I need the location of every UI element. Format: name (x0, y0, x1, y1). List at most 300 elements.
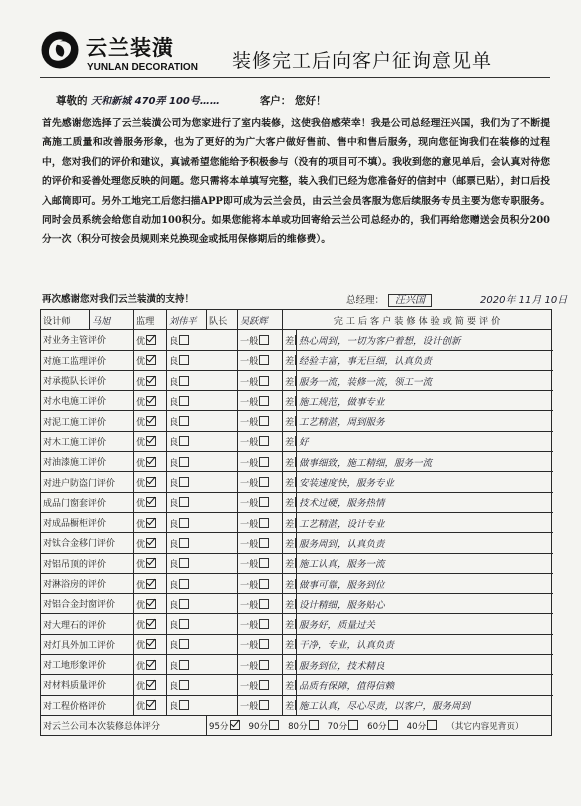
checkbox[interactable] (179, 355, 189, 365)
grade-average-option[interactable] (238, 512, 283, 532)
score-option[interactable] (328, 722, 359, 732)
grade-poor-option[interactable] (283, 452, 297, 472)
row-comment: 做事可靠，服务到位 (297, 573, 552, 593)
checkbox[interactable] (146, 660, 156, 670)
checkbox[interactable] (179, 436, 189, 446)
grade-average-option[interactable] (238, 655, 283, 675)
grade-label: 一般 (240, 660, 259, 672)
table-row (41, 655, 552, 675)
row-comment: 做事细致，施工精细，服务一流 (297, 452, 552, 472)
grade-label: 良 (169, 417, 179, 429)
grade-label: 一般 (240, 356, 259, 368)
table-row (41, 472, 552, 492)
checkbox[interactable] (146, 355, 156, 365)
grade-good-option[interactable] (167, 492, 238, 512)
grade-label: 优 (136, 620, 146, 632)
table-row (41, 533, 552, 553)
grade-average-option[interactable] (238, 533, 283, 553)
grade-label: 差 (285, 660, 295, 672)
header-divider (40, 77, 550, 78)
table-row (41, 634, 552, 654)
grade-label: 一般 (240, 701, 259, 713)
grade-label: 一般 (240, 599, 259, 611)
grade-label: 差 (285, 335, 295, 347)
grade-label: 一般 (240, 498, 259, 510)
checkbox[interactable] (259, 599, 269, 609)
grade-label: 一般 (240, 538, 259, 550)
grade-label: 差 (285, 498, 295, 510)
yunlan-logo-icon (40, 30, 80, 70)
score-label: 80分 (288, 721, 308, 732)
grade-label: 差 (285, 640, 295, 652)
grade-excellent-option[interactable] (134, 573, 167, 593)
grade-good-option[interactable] (167, 573, 238, 593)
grade-poor-option[interactable] (283, 573, 297, 593)
score-label: 70分 (327, 721, 348, 732)
checkbox[interactable] (259, 457, 269, 467)
checkbox[interactable] (146, 538, 156, 548)
grade-poor-option[interactable] (283, 695, 297, 715)
checkbox[interactable] (146, 518, 156, 528)
table-header-row (41, 310, 552, 330)
grade-average-option[interactable] (238, 411, 283, 431)
checkbox[interactable] (179, 335, 189, 345)
grade-excellent-option[interactable] (134, 411, 167, 431)
checkbox[interactable] (259, 619, 269, 629)
grade-excellent-option[interactable] (134, 391, 167, 411)
table-row (41, 330, 552, 350)
checkbox[interactable] (146, 335, 156, 345)
row-comment: 品质有保障，值得信赖 (297, 675, 552, 695)
checkbox[interactable] (259, 355, 269, 365)
grade-good-option[interactable] (167, 594, 238, 614)
table-row (41, 452, 552, 472)
grade-poor-option[interactable] (283, 675, 297, 695)
supervisor-name: 刘伟平 (167, 310, 207, 330)
grade-good-option[interactable] (167, 411, 238, 431)
grade-label: 良 (169, 620, 179, 632)
grade-label: 良 (169, 599, 179, 611)
checkbox[interactable] (146, 396, 156, 406)
grade-label: 良 (169, 376, 179, 388)
row-comment: 服务一流，装修一流，领工一流 (297, 370, 552, 390)
signoff-date: 2020年 11月 10日 (480, 295, 568, 306)
grade-average-option[interactable] (238, 431, 283, 451)
checkbox[interactable] (179, 619, 189, 629)
grade-excellent-option[interactable] (134, 492, 167, 512)
checkbox[interactable] (179, 558, 189, 568)
row-label: 对铝合金封窗评价 (41, 594, 134, 614)
row-label: 对淋浴房的评价 (41, 573, 134, 593)
table-row (41, 573, 552, 593)
captain-name: 吴跃辉 (238, 310, 283, 330)
grade-average-option[interactable] (238, 614, 283, 634)
grade-poor-option[interactable] (283, 655, 297, 675)
grade-label: 优 (136, 518, 146, 530)
grade-label: 良 (169, 640, 179, 652)
checkbox[interactable] (179, 416, 189, 426)
checkbox[interactable] (179, 579, 189, 589)
checkbox[interactable] (259, 700, 269, 710)
grade-poor-option[interactable] (283, 512, 297, 532)
greeting-suffix: 客户： (259, 95, 292, 107)
grade-label: 一般 (240, 335, 259, 347)
grade-good-option[interactable] (167, 695, 238, 715)
grade-poor-option[interactable] (283, 330, 297, 350)
row-label: 对水电施工评价 (41, 391, 134, 411)
table-row (41, 370, 552, 390)
grade-average-option[interactable] (238, 553, 283, 573)
grade-good-option[interactable] (167, 391, 238, 411)
grade-excellent-option[interactable] (134, 675, 167, 695)
grade-good-option[interactable] (167, 330, 238, 350)
row-comment: 干净，专业，认真负责 (297, 634, 552, 654)
checkbox[interactable] (146, 416, 156, 426)
grade-poor-option[interactable] (283, 553, 297, 573)
grade-label: 优 (136, 376, 146, 388)
checkbox[interactable] (388, 720, 398, 730)
grade-label: 优 (136, 356, 146, 368)
checkbox[interactable] (146, 599, 156, 609)
checkbox[interactable] (179, 599, 189, 609)
score-label: 95分 (209, 721, 229, 732)
grade-label: 差 (285, 356, 295, 368)
row-comment: 服务到位，技术精良 (297, 655, 552, 675)
table-row (41, 411, 552, 431)
grade-good-option[interactable] (167, 614, 238, 634)
grade-good-option[interactable] (167, 675, 238, 695)
checkbox[interactable] (179, 396, 189, 406)
checkbox[interactable] (179, 700, 189, 710)
grade-good-option[interactable] (167, 452, 238, 472)
grade-label: 一般 (240, 376, 259, 388)
grade-poor-option[interactable] (283, 634, 297, 654)
table-row (41, 512, 552, 532)
grade-label: 差 (285, 559, 295, 571)
grade-label: 优 (136, 559, 146, 571)
checkbox[interactable] (179, 477, 189, 487)
score-option[interactable] (288, 722, 319, 732)
grade-average-option[interactable] (238, 452, 283, 472)
grade-label: 优 (136, 437, 146, 449)
grade-label: 差 (285, 579, 295, 591)
grade-label: 差 (285, 538, 295, 550)
grade-label: 优 (136, 701, 146, 713)
grade-label: 优 (136, 538, 146, 550)
row-comment: 设计精细，服务贴心 (297, 594, 552, 614)
grade-excellent-option[interactable] (134, 614, 167, 634)
checkbox[interactable] (179, 680, 189, 690)
checkbox[interactable] (309, 720, 319, 730)
grade-label: 良 (169, 498, 179, 510)
grade-label: 良 (169, 478, 179, 490)
checkbox[interactable] (146, 700, 156, 710)
checkbox[interactable] (146, 436, 156, 446)
row-label: 成品门窗套评价 (41, 492, 134, 512)
brand-name-english: YUNLAN DECORATION (87, 62, 198, 73)
grade-excellent-option[interactable] (134, 533, 167, 553)
grade-label: 一般 (240, 518, 259, 530)
grade-label: 一般 (240, 396, 259, 408)
row-comment: 技术过硬，服务热情 (297, 492, 552, 512)
checkbox[interactable] (179, 457, 189, 467)
grade-good-option[interactable] (167, 512, 238, 532)
checkbox[interactable] (259, 416, 269, 426)
checkbox[interactable] (259, 680, 269, 690)
grade-label: 差 (285, 457, 295, 469)
grade-average-option[interactable] (238, 350, 283, 370)
grade-average-option[interactable] (238, 472, 283, 492)
row-label: 对泥工施工评价 (41, 411, 134, 431)
row-label: 对成品橱柜评价 (41, 512, 134, 532)
score-option[interactable] (367, 722, 398, 732)
brand-name: 云兰装潢 (86, 36, 174, 60)
overall-score-note: （其它内容见背页） (446, 721, 524, 732)
grade-excellent-option[interactable] (134, 512, 167, 532)
checkbox[interactable] (259, 376, 269, 386)
table-row (41, 553, 552, 573)
grade-good-option[interactable] (167, 472, 238, 492)
checkbox[interactable] (179, 639, 189, 649)
row-label: 对灯具外加工评价 (41, 634, 134, 654)
checkbox[interactable] (427, 720, 437, 730)
grade-excellent-option[interactable] (134, 655, 167, 675)
grade-average-option[interactable] (238, 634, 283, 654)
grade-label: 差 (285, 518, 295, 530)
row-label: 对木工施工评价 (41, 431, 134, 451)
grade-label: 一般 (240, 559, 259, 571)
checkbox[interactable] (259, 518, 269, 528)
grade-good-option[interactable] (167, 431, 238, 451)
grade-label: 一般 (240, 680, 259, 692)
grade-label: 差 (285, 701, 295, 713)
grade-label: 优 (136, 680, 146, 692)
row-comment: 热心周到，一切为客户着想，设计创新 (297, 330, 552, 350)
grade-label: 良 (169, 680, 179, 692)
grade-average-option[interactable] (238, 330, 283, 350)
checkbox[interactable] (146, 680, 156, 690)
table-row (41, 695, 552, 715)
comment-column-header: 完 工 后 客 户 装 修 体 验 或 简 要 评 价 (283, 310, 552, 330)
grade-label: 差 (285, 478, 295, 490)
designer-label: 设计师 (41, 310, 90, 330)
checkbox[interactable] (259, 660, 269, 670)
checkbox[interactable] (259, 639, 269, 649)
grade-excellent-option[interactable] (134, 472, 167, 492)
score-option[interactable] (407, 722, 438, 732)
grade-label: 一般 (240, 579, 259, 591)
grade-poor-option[interactable] (283, 431, 297, 451)
checkbox[interactable] (259, 538, 269, 548)
grade-label: 一般 (240, 417, 259, 429)
checkbox[interactable] (348, 720, 358, 730)
grade-label: 优 (136, 498, 146, 510)
grade-label: 优 (136, 457, 146, 469)
grade-good-option[interactable] (167, 634, 238, 654)
grade-excellent-option[interactable] (134, 594, 167, 614)
grade-label: 优 (136, 640, 146, 652)
grade-excellent-option[interactable] (134, 695, 167, 715)
captain-label: 队长 (207, 310, 238, 330)
grade-good-option[interactable] (167, 370, 238, 390)
table-row (41, 391, 552, 411)
grade-poor-option[interactable] (283, 370, 297, 390)
greeting-hello: 您好！ (294, 95, 327, 107)
score-label: 90分 (248, 721, 269, 732)
grade-average-option[interactable] (238, 675, 283, 695)
row-label: 对承揽队长评价 (41, 370, 134, 390)
row-comment: 服务周到，认真负责 (297, 533, 552, 553)
grade-label: 差 (285, 417, 295, 429)
document-title: 装修完工后向客户征询意见单 (232, 50, 493, 72)
table-row (41, 594, 552, 614)
table-row (41, 431, 552, 451)
grade-label: 良 (169, 701, 179, 713)
grade-label: 优 (136, 660, 146, 672)
row-comment: 工艺精湛，设计专业 (297, 512, 552, 532)
grade-label: 差 (285, 376, 295, 388)
grade-label: 差 (285, 599, 295, 611)
row-label: 对业务主管评价 (41, 330, 134, 350)
grade-poor-option[interactable] (283, 391, 297, 411)
grade-excellent-option[interactable] (134, 553, 167, 573)
grade-average-option[interactable] (238, 594, 283, 614)
greeting-line (56, 92, 326, 108)
table-row (41, 492, 552, 512)
row-label: 对工地形象评价 (41, 655, 134, 675)
grade-excellent-option[interactable] (134, 350, 167, 370)
designer-name: 马旭 (90, 310, 134, 330)
grade-average-option[interactable] (238, 573, 283, 593)
grade-average-option[interactable] (238, 695, 283, 715)
grade-label: 优 (136, 579, 146, 591)
table-row (41, 614, 552, 634)
row-label: 对大理石的评价 (41, 614, 134, 634)
grade-label: 差 (285, 680, 295, 692)
checkbox[interactable] (146, 558, 156, 568)
grade-average-option[interactable] (238, 492, 283, 512)
row-label: 对工程价格评价 (41, 695, 134, 715)
score-label: 40分 (406, 721, 427, 732)
row-comment: 施工规范，做事专业 (297, 391, 552, 411)
row-label: 对进户防盗门评价 (41, 472, 134, 492)
table-row (41, 675, 552, 695)
checkbox[interactable] (179, 538, 189, 548)
grade-good-option[interactable] (167, 655, 238, 675)
checkbox[interactable] (146, 457, 156, 467)
checkbox[interactable] (259, 436, 269, 446)
grade-excellent-option[interactable] (134, 431, 167, 451)
score-option[interactable] (249, 722, 280, 732)
grade-label: 一般 (240, 640, 259, 652)
checkbox[interactable] (146, 579, 156, 589)
grade-poor-option[interactable] (283, 411, 297, 431)
grade-poor-option[interactable] (283, 472, 297, 492)
checkbox[interactable] (259, 497, 269, 507)
manager-signature: 汪兴国 (388, 294, 432, 307)
grade-excellent-option[interactable] (134, 370, 167, 390)
grade-label: 优 (136, 599, 146, 611)
grade-poor-option[interactable] (283, 492, 297, 512)
grade-label: 优 (136, 396, 146, 408)
grade-excellent-option[interactable] (134, 330, 167, 350)
checkbox[interactable] (146, 639, 156, 649)
grade-label: 一般 (240, 620, 259, 632)
checkbox[interactable] (179, 518, 189, 528)
grade-poor-option[interactable] (283, 350, 297, 370)
checkbox[interactable] (179, 660, 189, 670)
manager-signoff (346, 291, 567, 306)
grade-label: 良 (169, 396, 179, 408)
row-comment: 工艺精湛，周到服务 (297, 411, 552, 431)
intro-paragraph: 首先感谢您选择了云兰装潢公司为您家进行了室内装修，这使我倍感荣幸！我是公司总经理汪兴国，我们为了不断提高施工质量和改善服务形象，也为了更好的为广大客户做好售前、售中和售后服务，现向您征询我们在装修的过程中，您对我们的评价和建议，真诚希望您能给予积极参与（没有的项目可不填）。我收到您的意见单后，会认真对待您的评价和妥善处理您反映的问题。您只需将本单填写完整，装入我们已经为您准备好的信封中（邮票已贴），封口后投入邮筒即可。另外工地完工后您扫描APP即可成为云兰会员，由云兰会员客服为您后续服务专员主要为您专职服务。同时会员系统会给您自动加100积分。如果您能将本单或功回寄给云兰公司总经办的，我们再给您赠送会员积分200分一次（积分可按会员规则来兑换现金或抵用保修期后的维修费）。 (42, 118, 550, 246)
score-option[interactable] (209, 722, 240, 732)
grade-average-option[interactable] (238, 370, 283, 390)
grade-label: 优 (136, 335, 146, 347)
grade-excellent-option[interactable] (134, 634, 167, 654)
checkbox[interactable] (179, 497, 189, 507)
overall-score-options (207, 715, 552, 735)
supervisor-label: 监理 (134, 310, 167, 330)
checkbox[interactable] (146, 477, 156, 487)
checkbox[interactable] (259, 477, 269, 487)
row-label: 对油漆施工评价 (41, 452, 134, 472)
grade-good-option[interactable] (167, 553, 238, 573)
grade-label: 良 (169, 457, 179, 469)
checkbox[interactable] (259, 335, 269, 345)
row-label: 对钛合金移门评价 (41, 533, 134, 553)
checkbox[interactable] (230, 720, 240, 730)
overall-score-row (41, 715, 552, 735)
checkbox[interactable] (146, 619, 156, 629)
checkbox[interactable] (269, 720, 279, 730)
table-row (41, 350, 552, 370)
grade-label: 良 (169, 538, 179, 550)
greeting-prefix: 尊敬的 (56, 95, 88, 107)
row-comment: 经验丰富，事无巨细，认真负责 (297, 350, 552, 370)
grade-poor-option[interactable] (283, 614, 297, 634)
manager-label: 总经理： (346, 295, 385, 306)
overall-score-label: 对云兰公司本次装修总体评分 (41, 715, 207, 735)
customer-name: 天和新城 470弄 100号…… (91, 96, 220, 107)
grade-label: 差 (285, 437, 295, 449)
grade-good-option[interactable] (167, 350, 238, 370)
grade-label: 优 (136, 417, 146, 429)
row-comment: 施工认真，服务一流 (297, 553, 552, 573)
checkbox[interactable] (146, 497, 156, 507)
grade-label: 一般 (240, 437, 259, 449)
grade-label: 良 (169, 335, 179, 347)
checkbox[interactable] (259, 396, 269, 406)
checkbox[interactable] (259, 558, 269, 568)
closing-line: 再次感谢您对我们云兰装潢的支持！ (42, 294, 195, 305)
grade-poor-option[interactable] (283, 533, 297, 553)
evaluation-table (40, 309, 552, 736)
checkbox[interactable] (259, 579, 269, 589)
grade-excellent-option[interactable] (134, 452, 167, 472)
row-label: 对材料质量评价 (41, 675, 134, 695)
row-label: 对施工监理评价 (41, 350, 134, 370)
grade-label: 差 (285, 620, 295, 632)
grade-label: 差 (285, 396, 295, 408)
checkbox[interactable] (179, 376, 189, 386)
grade-label: 一般 (240, 478, 259, 490)
grade-good-option[interactable] (167, 533, 238, 553)
checkbox[interactable] (146, 376, 156, 386)
grade-average-option[interactable] (238, 391, 283, 411)
grade-poor-option[interactable] (283, 594, 297, 614)
row-comment: 安装速度快，服务专业 (297, 472, 552, 492)
